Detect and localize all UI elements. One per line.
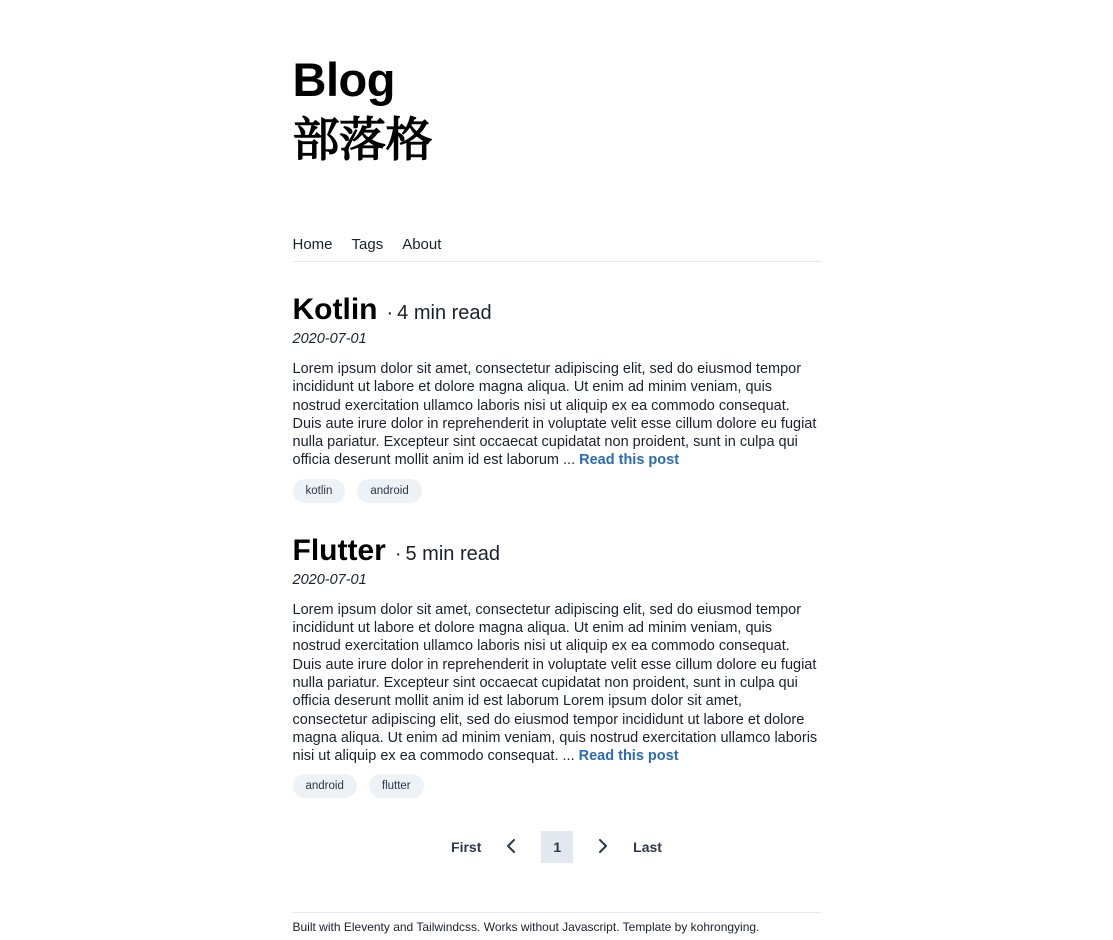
nav-link-home[interactable]: Home: [292, 236, 333, 253]
post-heading: [293, 292, 821, 328]
tag-pill-kotlin[interactable]: kotlin: [293, 479, 346, 503]
pagination-last-button[interactable]: Last: [633, 839, 662, 856]
chevron-right-icon: [597, 839, 609, 856]
nav-link-about[interactable]: About: [402, 236, 442, 253]
post-excerpt: [293, 601, 821, 766]
post-card: [293, 533, 821, 799]
post-card: [293, 292, 821, 503]
post-date: 2020-07-01: [292, 571, 367, 588]
post-read-time: · 5 min read: [394, 542, 500, 565]
post-tags: [293, 479, 821, 503]
read-more-link[interactable]: Read this post: [578, 748, 679, 765]
footer-credit-text: Built with Eleventy and Tailwindcss. Works without Javascript. Template by kohrongying.: [292, 920, 760, 934]
tag-pill-flutter[interactable]: flutter: [369, 774, 424, 798]
site-title: [293, 50, 821, 170]
nav-link-tags[interactable]: Tags: [351, 236, 384, 253]
post-excerpt: [293, 360, 821, 470]
tag-pill-android[interactable]: android: [293, 774, 357, 798]
pagination-next-button[interactable]: [595, 839, 611, 855]
pagination-prev-button[interactable]: [503, 839, 519, 855]
post-date: 2020-07-01: [292, 331, 367, 347]
tag-pill-android[interactable]: android: [357, 479, 421, 503]
post-heading: [293, 533, 821, 569]
chevron-left-icon: [505, 839, 517, 856]
site-title-zh: 部落格: [292, 113, 432, 166]
pagination-first-button[interactable]: First: [451, 839, 482, 856]
site-title-en: Blog: [292, 53, 395, 106]
post-read-time: · 4 min read: [386, 302, 492, 324]
pagination-current-page[interactable]: 1: [541, 831, 573, 863]
page-container: [293, 0, 821, 863]
pagination: [293, 831, 821, 863]
post-excerpt-text: Lorem ipsum dolor sit amet, consectetur adipiscing elit, sed do eiusmod tempor incididunt ut labore et dolore magna aliqua. Ut enim ad minim veniam, quis nostrud exercitation ullamco laboris nisi ut aliquip ex ea commodo consequat. Duis aute irure dolor in reprehenderit in voluptate velit esse cillum dolore eu fugiat nulla pariatur. Excepteur sint occaecat cupidatat non proident, sunt in culpa qui officia deserunt mollit anim id est laborum ...: [292, 361, 817, 469]
post-excerpt-text: Lorem ipsum dolor sit amet, consectetur adipiscing elit, sed do eiusmod tempor incididunt ut labore et dolore magna aliqua. Ut enim ad minim veniam, quis nostrud exercitation ullamco laboris nisi ut aliquip ex ea commodo consequat. Duis aute irure dolor in reprehenderit in voluptate velit esse cillum dolore eu fugiat nulla pariatur. Excepteur sint occaecat cupidatat non proident, sunt in culpa qui officia deserunt mollit anim id est laborum Lorem ipsum dolor sit amet, consectetur adipiscing elit, sed do eiusmod tempor incididunt ut labore et dolore magna aliqua. Ut enim ad minim veniam, quis nostrud exercitation ullamco laboris nisi ut aliquip ex ea commodo consequat. ...: [292, 601, 818, 765]
page-footer: [293, 912, 821, 934]
read-more-link[interactable]: Read this post: [579, 452, 680, 469]
post-title-link[interactable]: Kotlin: [292, 293, 378, 326]
main-nav: [293, 236, 821, 262]
post-title-link[interactable]: Flutter: [292, 533, 386, 567]
post-list: [293, 292, 821, 798]
post-tags: [293, 774, 821, 798]
